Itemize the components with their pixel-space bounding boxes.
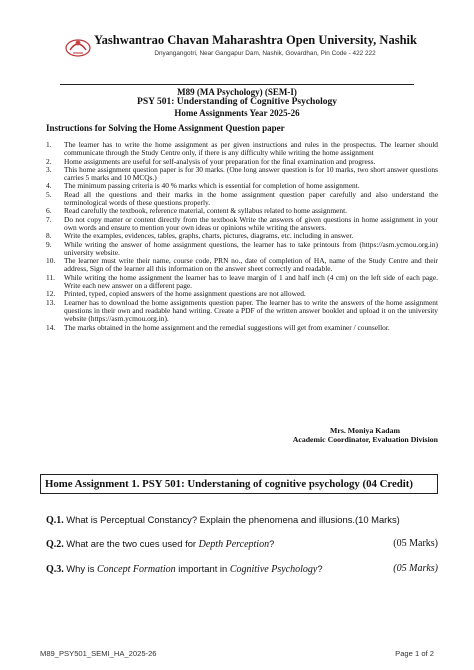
footer-file-name: M89_PSY501_SEMI_HA_2025-26	[40, 649, 157, 658]
program-title: M89 (MA Psychology) (SEM-I)	[177, 87, 297, 97]
question-marks: (05 Marks)	[393, 563, 438, 574]
question-number: Q.1.	[46, 515, 64, 526]
list-item: 7. Do not copy matter or content directly from the textbook Write the answers of given questions in home assignment in your own words and ensure to mention your own ideas or opinions while writing the answers.	[46, 214, 438, 232]
question-2	[46, 538, 438, 550]
instructions-list	[46, 141, 438, 332]
university-name: Yashwantrao Chavan Maharashtra Open University, Nashik	[94, 33, 417, 47]
document-titles	[0, 87, 474, 118]
university-address: Dnyangangotri, Near Gangapur Dam, Nashik, Govardhan, Pin Code - 422 222	[154, 50, 376, 57]
list-item: 11. While writing the home assignment the learner has to leave margin of 1 and half inch (4 cm) on the left side of each page. Write each new answer on a different page.	[46, 272, 438, 291]
list-item: 5. Read all the questions and their marks in the home assignment question paper carefully and also understand the terminological words of these questions properly.	[46, 189, 438, 208]
header-divider	[60, 84, 414, 85]
question-term: Cognitive Psychology	[229, 564, 318, 575]
question-marks: (05 Marks)	[393, 538, 438, 549]
question-number: Q.2.	[46, 539, 64, 550]
university-logo-icon	[64, 34, 92, 60]
question-text-end: ?	[317, 563, 323, 574]
course-title: PSY 501: Understanding of Cognitive Psychology	[137, 97, 337, 107]
question-number: Q.3.	[46, 564, 64, 575]
assignment-title-box	[40, 474, 438, 494]
question-marks: (10 Marks)	[355, 514, 400, 525]
question-term: Concept Formation	[97, 564, 176, 575]
list-item: 14. The marks obtained in the home assignment and the remedial suggestions will get from examiner / counsellor.	[46, 322, 390, 332]
document-header	[0, 30, 474, 72]
list-item: 9. While writing the answer of home assignment questions, the learner has to take printouts from (https://asm.ycmou.org.in) university website.	[46, 239, 438, 257]
question-text-mid: important in	[175, 563, 230, 574]
question-text-end: ?	[269, 538, 275, 549]
question-text: Why is	[66, 563, 98, 574]
list-item: 10. The learner must write their name, course code, PRN no., date of completion of HA, name of the Study Centre and their address, Sign of the learner all this information on the answer sheet correctly and readable.	[46, 256, 438, 274]
list-item: 3. This home assignment question paper is for 30 marks. (One long answer question is for 10 marks, two short answer questions carries 5 marks and 10 MCQs.)	[46, 164, 438, 183]
list-item: 6. Read carefully the textbook, reference material, content & syllabus related to home assignment.	[46, 206, 347, 216]
footer-page-number: Page 1 of 2	[395, 649, 434, 658]
list-item: 8. Write the examples, evidences, tables, graphs, charts, pictures, diagrams, etc. including in answer.	[46, 231, 354, 241]
question-text: What are the two cues used for	[66, 538, 199, 549]
question-text: What is Perceptual Constancy? Explain the phenomena and illusions.	[66, 514, 355, 525]
assignment-title: Home Assignment 1. PSY 501: Understaning of cognitive psychology (04 Credit)	[45, 478, 413, 490]
signatory-designation: Academic Coordinator, Evaluation Division	[292, 435, 438, 444]
list-item: 1. The learner has to write the home assignment as per given instructions and rules in the prospectus. The learner should communicate through the Study Centre only, if there is any difficulty while writing the home assignment	[46, 140, 438, 158]
question-term: Depth Perception	[198, 539, 270, 550]
question-3	[46, 563, 438, 575]
list-item: 12. Printed, typed, copied answers of the home assignment questions are not allowed.	[46, 289, 306, 299]
question-1	[46, 514, 438, 526]
list-item: 4. The minimum passing criteria is 40 % marks which is essential for completion of home assignment.	[46, 181, 360, 191]
year-title: Home Assignments Year 2025-26	[174, 108, 300, 118]
signatory-name: Mrs. Moniya Kadam	[330, 426, 400, 435]
instructions-heading: Instructions for Solving the Home Assignment Question paper	[46, 123, 285, 133]
list-item: 2. Home assignments are useful for self-analysis of your preparation for the final examination and progress.	[46, 156, 376, 166]
list-item: 13. Learner has to download the home assignments question paper. The learner has to write the answers of the home assignment questions in their own and readable hand writing. Create a PDF of the written answer booklet and upload it on the university website (https://asm.ycmou.org.in).	[46, 297, 438, 324]
